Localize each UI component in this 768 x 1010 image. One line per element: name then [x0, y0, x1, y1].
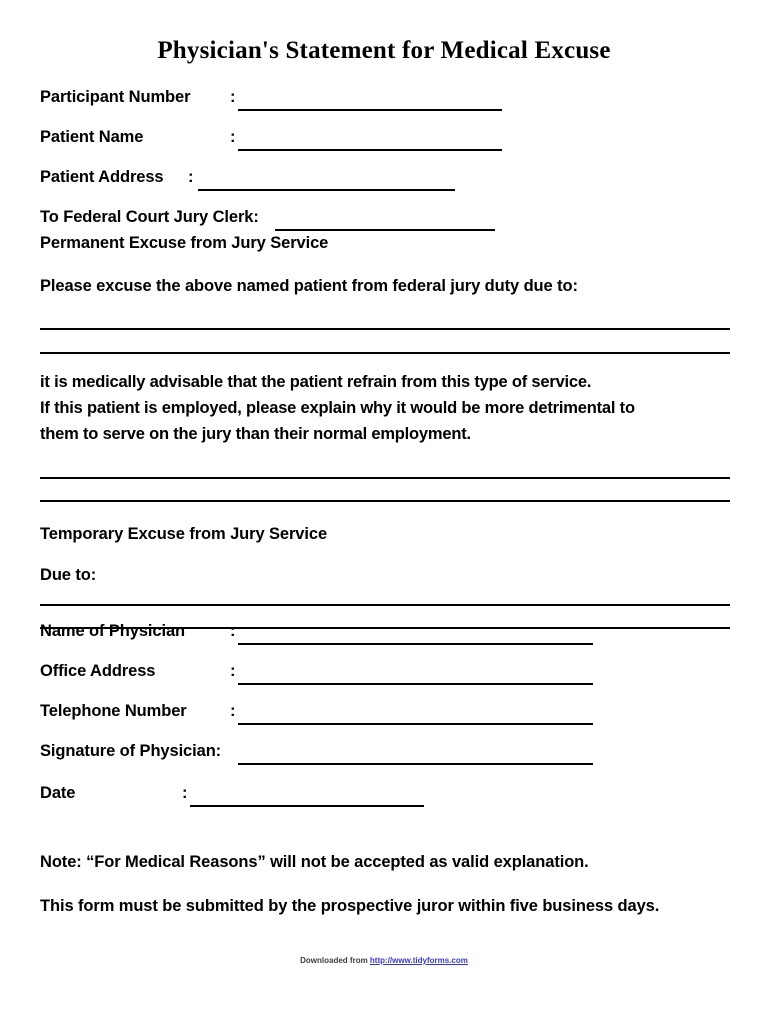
- footer-prefix: Downloaded from: [300, 956, 370, 965]
- field-colon-participant-number: :: [230, 88, 236, 106]
- field-row-jury-clerk: [40, 208, 470, 234]
- field-row-patient-address: [40, 168, 430, 194]
- field-input-participant-number[interactable]: [238, 109, 502, 111]
- temporary-excuse-prompt: Due to:: [40, 566, 97, 584]
- field-label-name-of-physician: Name of Physician: [40, 622, 186, 640]
- field-row-signature-of-physician: [40, 742, 560, 768]
- field-label-office-address: Office Address: [40, 662, 156, 680]
- field-label-patient-address: Patient Address: [40, 168, 164, 186]
- field-label-jury-clerk: To Federal Court Jury Clerk:: [40, 208, 259, 226]
- field-colon-name-of-physician: :: [230, 622, 236, 640]
- permanent-excuse-prompt: Please excuse the above named patient from federal jury duty due to:: [40, 277, 578, 295]
- permanent-excuse-paragraph-line-1: it is medically advisable that the patient refrain from this type of service.: [40, 373, 592, 391]
- permanent-excuse-blank-line-2[interactable]: [40, 352, 730, 354]
- note-submission-deadline: This form must be submitted by the prospective juror within five business days.: [40, 897, 660, 915]
- field-colon-telephone-number: :: [230, 702, 236, 720]
- note-medical-reasons: Note: “For Medical Reasons” will not be accepted as valid explanation.: [40, 853, 589, 871]
- temporary-excuse-heading: Temporary Excuse from Jury Service: [40, 525, 328, 543]
- field-colon-office-address: :: [230, 662, 236, 680]
- footer-link[interactable]: http://www.tidyforms.com: [369, 956, 468, 965]
- page-title: Physician's Statement for Medical Excuse: [157, 37, 611, 64]
- field-colon-patient-name: :: [230, 128, 236, 146]
- field-input-patient-address[interactable]: [198, 189, 455, 191]
- field-input-signature-of-physician[interactable]: [238, 763, 593, 765]
- field-input-office-address[interactable]: [238, 683, 593, 685]
- field-label-signature-of-physician: Signature of Physician:: [40, 742, 222, 760]
- field-input-patient-name[interactable]: [238, 149, 502, 151]
- permanent-excuse-explain-line-1[interactable]: [40, 477, 730, 479]
- field-label-patient-name: Patient Name: [40, 128, 144, 146]
- permanent-excuse-explain-line-2[interactable]: [40, 500, 730, 502]
- field-colon-patient-address: :: [188, 168, 194, 186]
- field-input-name-of-physician[interactable]: [238, 643, 593, 645]
- field-label-participant-number: Participant Number: [40, 88, 191, 106]
- field-input-telephone-number[interactable]: [238, 723, 593, 725]
- field-row-name-of-physician: [40, 622, 560, 648]
- field-colon-date: :: [182, 784, 188, 802]
- field-label-telephone-number: Telephone Number: [40, 702, 187, 720]
- field-row-date: [40, 784, 440, 810]
- footer-attribution: [0, 956, 768, 965]
- permanent-excuse-paragraph-line-2: If this patient is employed, please explain why it would be more detrimental to: [40, 399, 635, 417]
- field-row-telephone-number: [40, 702, 560, 728]
- permanent-excuse-heading: Permanent Excuse from Jury Service: [40, 234, 329, 252]
- field-label-date: Date: [40, 784, 76, 802]
- permanent-excuse-paragraph-line-3: them to serve on the jury than their normal employment.: [40, 425, 471, 443]
- field-row-patient-name: [40, 128, 470, 154]
- field-input-date[interactable]: [190, 805, 424, 807]
- permanent-excuse-blank-line-1[interactable]: [40, 328, 730, 330]
- temporary-excuse-blank-line-1[interactable]: [40, 604, 730, 606]
- field-row-participant-number: [40, 88, 470, 114]
- field-input-jury-clerk[interactable]: [275, 229, 495, 231]
- field-row-office-address: [40, 662, 560, 688]
